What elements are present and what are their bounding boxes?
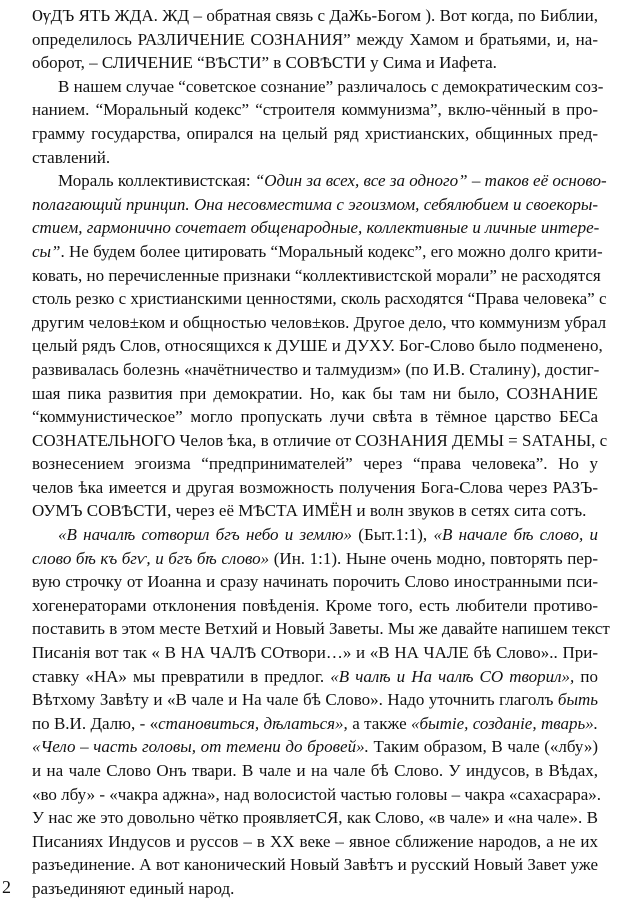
text-segment: целый рядъ Слов, относящихся к ДУШЕ и ДУХУ. Бог-Слово было подменено, [32, 336, 603, 356]
italic-text-segment: становиться, дѣлаться», [158, 713, 348, 733]
text-segment: ОУМЪ СОВѢСТИ, через её МѢСТА ИМЁН и волн звуков в сетях сита сотъ. [32, 501, 587, 521]
text-segment: (Ин. 1:1). Ныне очень модно, повторять пер- [269, 548, 599, 568]
text-segment: Писаниях Индусов и руссов – в ХХ веке – явное сближение народов, а не их [32, 831, 598, 851]
text-segment: вую строчку от Иоанна и сразу начинать порочить Слово иностранными пси- [32, 572, 598, 592]
italic-text-segment: «бытіе, созданіе, тварь». [411, 713, 598, 733]
text-segment: У нас же это довольно чётко проявляетСЯ, как Слово, «в чале» и «на чале». В [32, 808, 598, 828]
text-segment: СОЗНАТЕЛЬНОГО Челов ѣка, в отличие от СОЗНАНИЯ ДЕМЫ = SАТАНЫ, с [32, 430, 608, 450]
text-segment: разъединяют единый народ. [32, 878, 235, 898]
text-line [32, 216, 598, 240]
text-segment: шая пика развития при демократии. Но, как бы там ни было, СОЗНАНИЕ [32, 383, 598, 403]
text-line [32, 429, 608, 453]
text-line [32, 264, 601, 288]
italic-text-segment: слово бѣ къ бгѵ, и бгъ бѣ слово» [32, 548, 270, 568]
text-segment: по В.И. Далю, - « [32, 713, 159, 733]
text-line [32, 75, 604, 99]
text-line [32, 735, 598, 759]
text-line [32, 523, 598, 547]
text-line [32, 358, 598, 382]
text-line [32, 617, 610, 641]
italic-text-segment: «Чело – часть головы, от темени до бровей». [32, 737, 369, 757]
text-line [32, 570, 598, 594]
text-segment: оборот, – СЛИЧЕНИЕ “ВѢСТИ” в СОВѢСТИ у Сима и Иафета. [32, 53, 497, 73]
text-line [32, 476, 598, 500]
text-line [32, 334, 603, 358]
text-line [32, 452, 598, 476]
text-line [32, 877, 598, 901]
body-text [32, 4, 610, 901]
text-line [32, 4, 598, 28]
italic-text-segment: «В чалѣ и На чалѣ СО творил», [330, 666, 575, 686]
text-line [32, 311, 607, 335]
text-segment: разъединение. А вот канонический Новый Завѣтъ и русский Новый Завет уже [32, 855, 598, 875]
text-segment: по [574, 666, 598, 686]
text-segment: грамму государства, опирался на целый ряд христианских, общинных пред- [32, 123, 598, 143]
text-line [32, 853, 598, 877]
text-line [32, 830, 598, 854]
page-number: 2 [2, 877, 11, 897]
text-segment: ковать, но перечисленные признаки “коллективистской морали” не расходятся [32, 265, 601, 285]
text-line [32, 641, 598, 665]
text-line [32, 146, 598, 170]
text-segment: . Не будем более цитировать “Моральный кодекс”, его можно долго крити- [60, 241, 603, 261]
text-segment: Писанія вот так « В НА ЧАЛѢ СОтвори…» и «В НА ЧАЛЕ бѣ Слово».. При- [32, 643, 598, 663]
text-segment: Таким образом, В чале («лбу») [368, 737, 598, 757]
italic-text-segment: полагающий принцип. Она несовместима с эгоизмом, себялюбием и своекоры- [32, 194, 598, 214]
text-line [32, 547, 598, 571]
text-segment: “коммунистическое” могло пропускать лучи свѣта в тёмное царство БЕСа [32, 407, 598, 427]
text-line [32, 688, 598, 712]
text-line [32, 169, 607, 193]
italic-text-segment: «В начале бѣ слово, и [433, 525, 598, 545]
italic-text-segment: “Один за всех, все за одного” – таков её осново- [254, 171, 607, 191]
text-segment: В нашем случае “советское сознание” различалось с демократическим соз- [58, 76, 604, 96]
italic-text-segment: стием, гармонично сочетает общенародные, коллективные и личные интере- [32, 218, 600, 238]
text-line [32, 193, 598, 217]
text-segment: другим челов±ком и общностью челов±ков. Другое дело, что коммунизм убрал [32, 312, 607, 332]
text-segment: Мораль коллективистская: [58, 171, 255, 191]
text-line [32, 759, 598, 783]
text-segment: хогенераторами отклонения повѣденія. Кроме того, есть любители противо- [32, 595, 598, 615]
text-line [32, 51, 598, 75]
text-line [32, 665, 598, 689]
text-segment: столь резко с христианскими ценностями, сколь расходятся “Права человека” с [32, 289, 607, 309]
text-segment: и на чале Слово Онъ твари. В чале и на чале бѣ Слово. У индусов, в Вѣдах, [32, 761, 598, 780]
italic-text-segment: «В началѣ сотворил бгъ небо и землю» [58, 525, 353, 545]
text-line [32, 382, 598, 406]
text-segment: поставить в этом месте Ветхий и Новый Заветы. Мы же давайте напишем текст [32, 619, 610, 639]
text-line [32, 806, 598, 830]
text-segment: развивалась болезнь «начётничество и талмудизм» (по И.В. Сталину), достиг- [32, 359, 600, 379]
text-line [32, 712, 598, 736]
text-line [32, 499, 598, 523]
text-segment: а также [347, 713, 411, 733]
text-segment: Вѣтхому Завѣту и «В чале и На чале бѣ Слово». Надо уточнить глаголъ [32, 690, 558, 710]
text-line [32, 405, 598, 429]
text-line [32, 287, 607, 311]
text-segment: ѸДЪ ЯТЬ ЖДА. ЖД – обратная связь с ДаЖь-Богом ). Вот когда, по Библии, [32, 6, 598, 25]
italic-text-segment: сы” [32, 241, 61, 261]
text-segment: ставлений. [32, 147, 111, 167]
text-segment: «во лбу» - «чакра аджна», над волосистой частью головы – чакра «сахасрара». [32, 784, 602, 804]
text-line [32, 122, 598, 146]
text-segment: нанием. “Моральный кодекс” “строителя коммунизма”, вклю-чённый в про- [32, 100, 598, 120]
text-line [32, 594, 598, 618]
text-segment: челов ѣка имеется и другая возможность получения Бога-Слова через РАЗЪ- [32, 477, 598, 497]
text-line [32, 98, 598, 122]
text-segment: (Быт.1:1), [352, 525, 434, 545]
text-line [32, 240, 603, 264]
text-line [32, 783, 602, 807]
text-line [32, 28, 598, 52]
text-segment: вознесением эгоизма “предпринимателей” через “права человека”. Но у [32, 454, 598, 474]
text-segment: ставку «НА» мы превратили в предлог. [32, 666, 331, 686]
text-segment: определилось РАЗЛИЧЕНИЕ СОЗНАНИЯ” между Хамом и братьями, и, на- [32, 29, 598, 49]
italic-text-segment: быть [557, 690, 598, 710]
